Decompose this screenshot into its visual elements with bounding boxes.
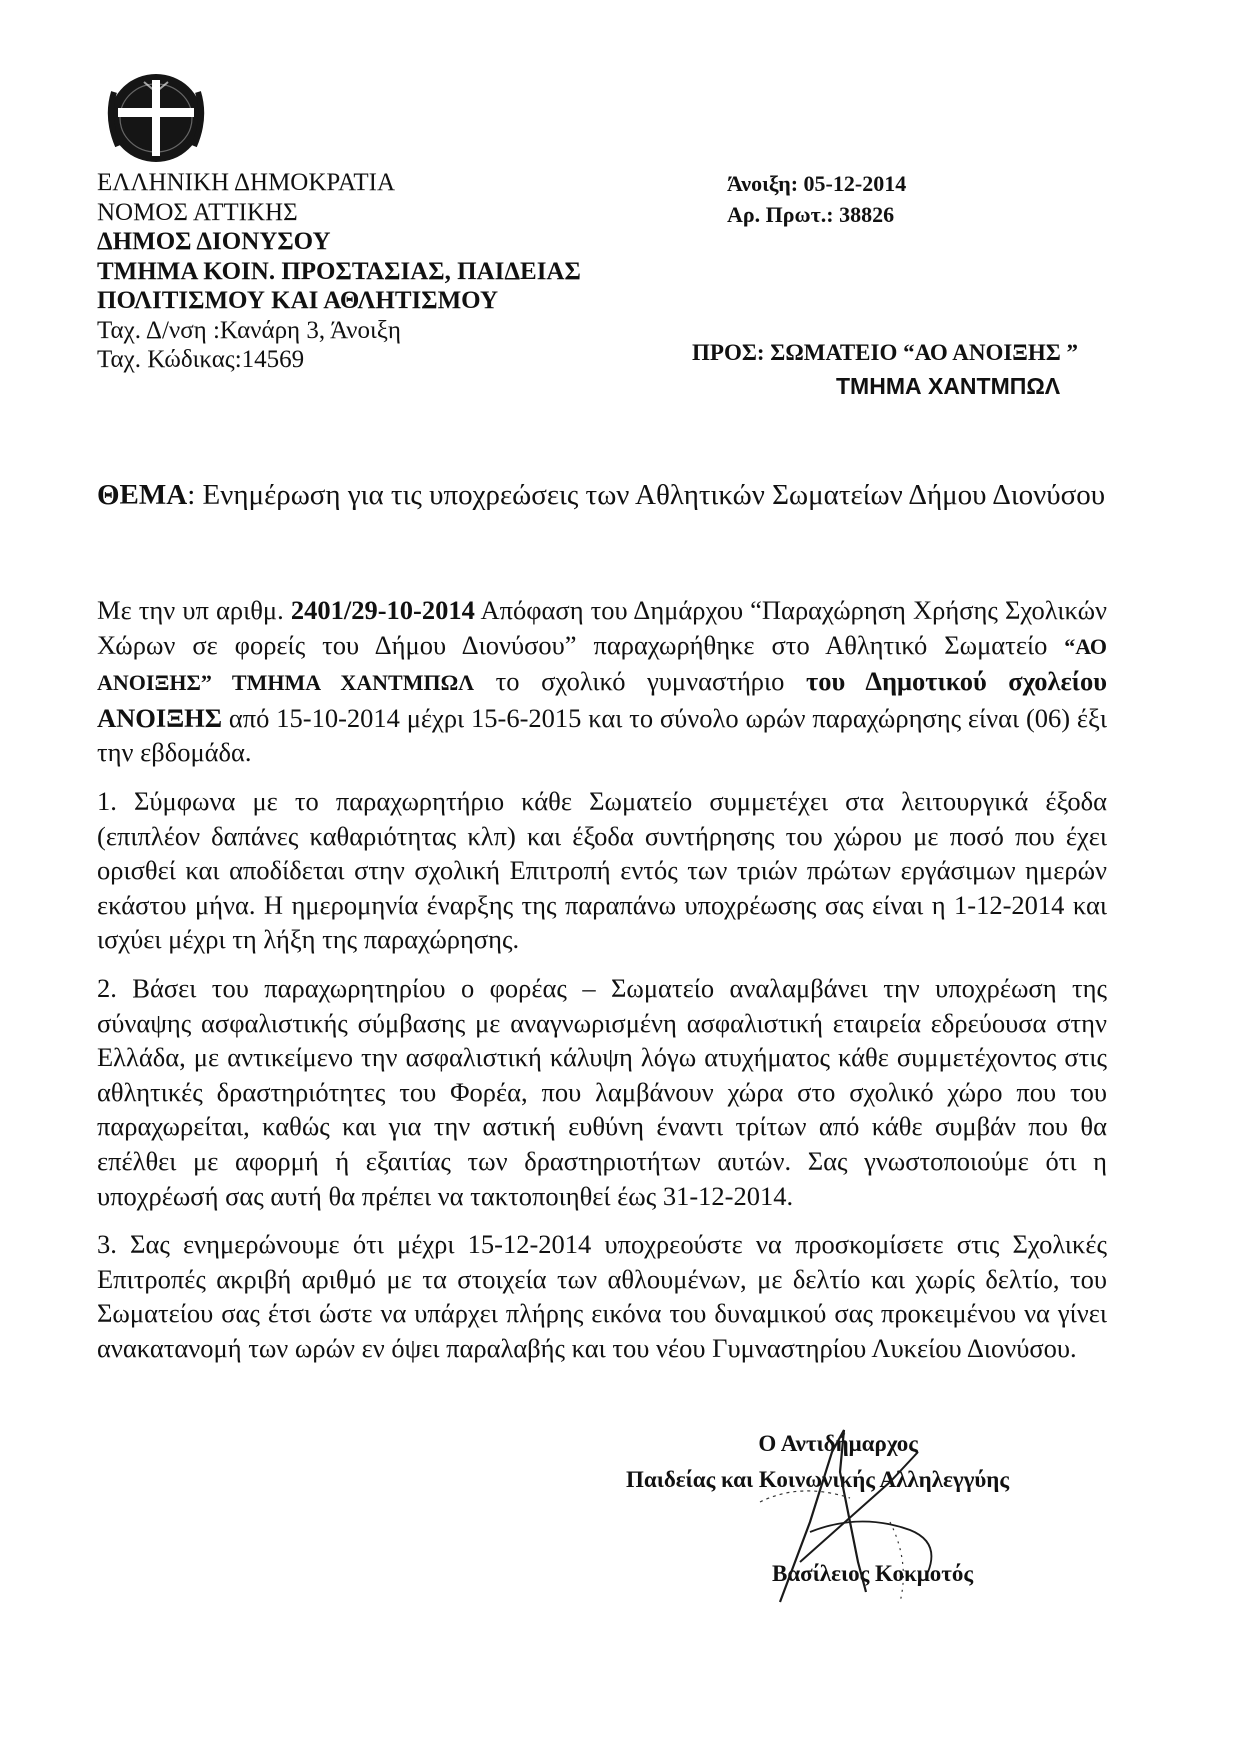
sender-line-municipality: ΔΗΜΟΣ ΔΙΟΝΥΣΟΥ (97, 228, 331, 255)
greek-emblem-seal (96, 62, 214, 172)
subject-line (97, 476, 1107, 515)
recipient-department: ΤΜΗΜΑ ΧΑΝΤΜΠΩΛ (836, 373, 1061, 399)
obligation-item-1: 1. Σύμφωνα με το παραχωρητήριο κάθε Σωματείο συμμετέχει στα λειτουργικά έξοδα (επιπλέον δαπάνες καθαριότητας κλπ) και έξοδα συντήρησης του χώρου με ποσό που έχει ορισθεί και αποδίδεται στην σχολική Επιτροπή εντός των τριών πρώτων εργάσιμων ημερών εκάστου μήνα. Η ημερομηνία έναρξης της παραπάνω υποχρέωσης σας είναι η 1-12-2014 και ισχύει μέχρι τη λήξη της παραχώρησης. (97, 785, 1107, 955)
club-name: “ΑΟ ΑΝΟΙΞΗΣ” ΤΜΗΜΑ ΧΑΝΤΜΠΩΛ (97, 633, 1107, 696)
obligation-item-3: 3. Σας ενημερώνουμε ότι μέχρι 15-12-2014 υποχρεούστε να προσκομίσετε στις Σχολικές Επιτροπές ακριβή αριθμό με τα στοιχεία των αθλουμένων, με δελτίο και χωρίς δελτίο, του Σωματείου σας έτσι ώστε να υπάρχει πλήρης εικόνα του δυναμικού σας προκειμένου να γίνει ανακατανομή των ωρών εν όψει παραλαβής και του νέου Γυμναστηρίου Λυκείου Διονύσου. (97, 1229, 1107, 1363)
intro-text-1: Με την υπ αριθμ. (97, 595, 291, 625)
handwritten-signature (740, 1412, 980, 1622)
obligation-item-2: 2. Βάσει του παραχωρητηρίου ο φορέας – Σωματείο αναλαμβάνει την υποχρέωση της σύναψης ασφαλιστικής σύμβασης με αναγνωρισμένη ασφαλιστική εταιρεία εδρεύουσα στην Ελλάδα, με αντικείμενο την ασφαλιστική κάλυψη λόγω ατυχήματος κάθε συμμετέχοντος στις αθλητικές δραστηριότητες του Φορέα, που λαμβάνουν χώρα στο σχολικό χώρο που του παραχωρείται, καθώς και για την αστική ευθύνη έναντι τρίτων από κάθε συμβάν που θα επέλθει με αφορμή ή εξαιτίας των δραστηριοτήτων αυτών. Σας γνωστοποιούμε ότι η υποχρέωσή σας αυτή θα πρέπει να τακτοποιηθεί έως 31-12-2014. (97, 972, 1107, 1211)
document-meta (727, 168, 906, 230)
signatory-role: Παιδείας και Κοινωνικής Αλληλεγγύης (626, 1467, 1010, 1492)
decision-number: 2401/29-10-2014 (290, 595, 475, 625)
intro-text-3: το σχολικό γυμναστήριο (474, 666, 807, 697)
intro-paragraph (97, 593, 1107, 770)
intro-text-4: από 15-10-2014 μέχρι 15-6-2015 και το σύνολο ωρών παραχώρησης είναι (06) έξι την εβδομάδα. (97, 702, 1107, 768)
subject-label: ΘΕΜΑ (97, 479, 188, 511)
signatory-name: Βασίλειος Κοκμοτός (772, 1561, 974, 1586)
recipient-line: ΠΡΟΣ: ΣΩΜΑΤΕΙΟ “ΑΟ ΑΝΟΙΞΗΣ ” (692, 340, 1079, 365)
letter-body (97, 593, 1107, 1379)
intro-text-2: Απόφαση του Δημάρχου “Παραχώρηση Χρήσης Σχολικών Χώρων σε φορείς του Δήμου Διονύσου” παραχωρήθηκε στο Αθλητικό Σωματείο (97, 595, 1107, 660)
sender-line-department: ΤΜΗΜΑ ΚΟΙΝ. ΠΡΟΣΤΑΣΙΑΣ, ΠΑΙΔΕΙΑΣ (97, 257, 581, 285)
school-name: του Δημοτικού σχολείου ΑΝΟΙΞΗΣ (97, 666, 1108, 733)
sender-line-postcode: Ταχ. Κώδικας:14569 (97, 346, 305, 373)
signatory-title: Ο Αντιδήμαρχος (758, 1431, 918, 1456)
sender-line-department-cont: ΠΟΛΙΤΙΣΜΟΥ ΚΑΙ ΑΘΛΗΤΙΣΜΟΥ (97, 287, 499, 314)
subject-text: : Ενημέρωση για τις υποχρεώσεις των Αθλητικών Σωματείων Δήμου Διονύσου (187, 479, 1106, 511)
sender-line-country: ΕΛΛΗΝΙΚΗ ΔΗΜΟΚΡΑΤΙΑ (97, 169, 395, 196)
sender-block (97, 168, 581, 375)
protocol-number: Αρ. Πρωτ.: 38826 (727, 202, 895, 227)
document-date: Άνοιξη: 05-12-2014 (727, 171, 907, 196)
sender-line-address: Ταχ. Δ/νση :Κανάρη 3, Άνοιξη (97, 316, 401, 344)
sender-line-prefecture: ΝΟΜΟΣ ΑΤΤΙΚΗΣ (97, 198, 298, 226)
